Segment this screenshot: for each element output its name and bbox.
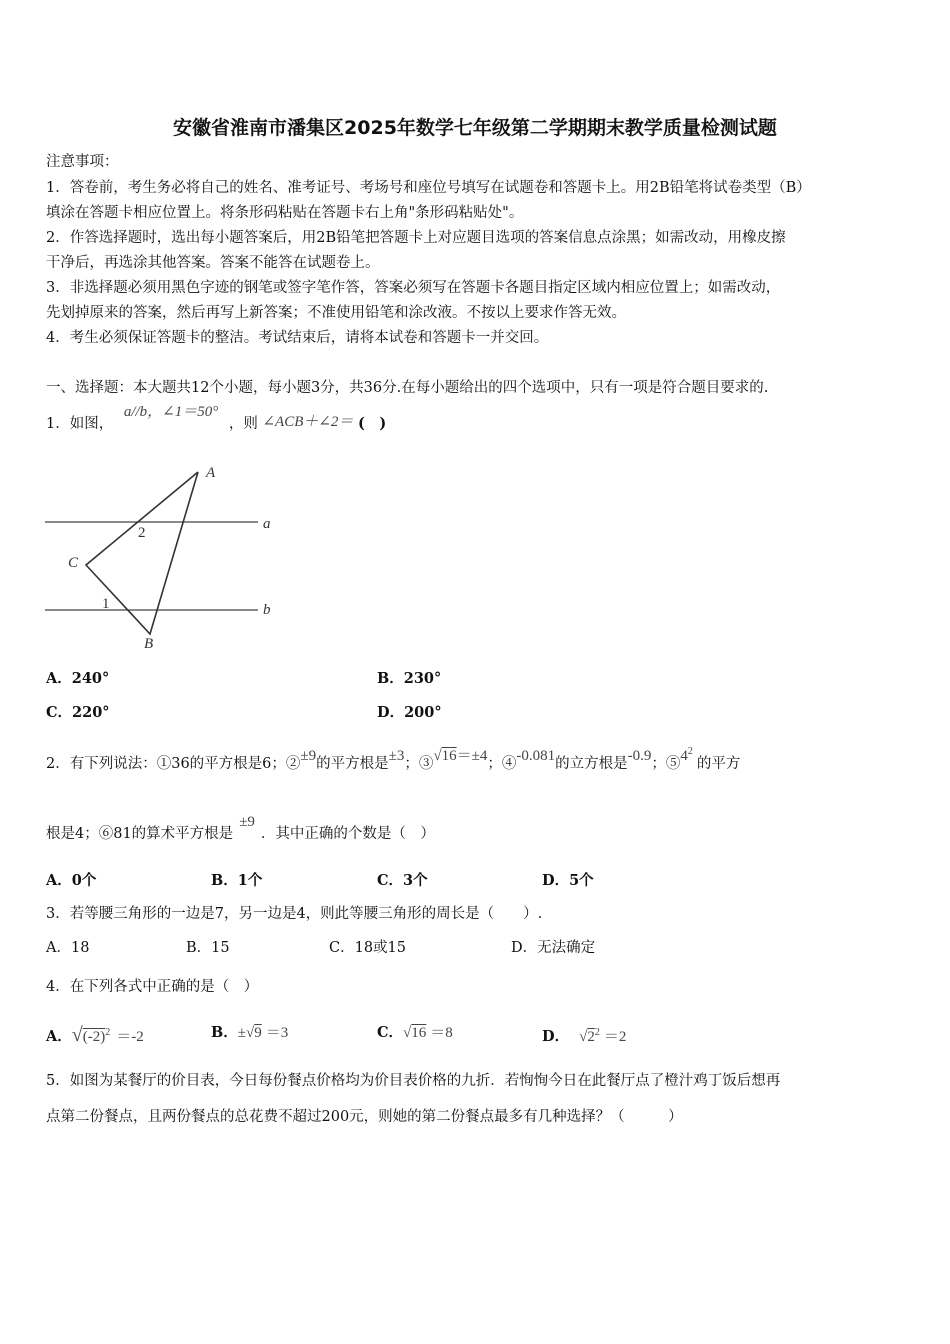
notice-line: 干净后，再选涂其他答案。答案不能答在试题卷上。 bbox=[46, 255, 380, 271]
question-2-line1: 2．有下列说法：①36的平方根是6；②±9的平方根是±3；③√16＝±4；④-0.081的立方根是-0.9；$⑤4^2$的平方 bbox=[46, 746, 741, 772]
q4-option-d[interactable]: D． $√2^2 =2$ bbox=[542, 1027, 627, 1045]
question-1 bbox=[46, 404, 387, 434]
question-2-line2: 根是4；⑥81的算术平方根是±9．其中正确的个数是（ ） bbox=[46, 814, 435, 842]
q1-expression: ∠ACB＋∠2＝ bbox=[262, 414, 354, 430]
q1-option-d[interactable]: D．200° bbox=[377, 704, 442, 721]
q2-option-c[interactable]: C．3个 bbox=[377, 872, 428, 889]
q3-option-d[interactable]: D．无法确定 bbox=[511, 940, 596, 956]
label-B: B bbox=[144, 636, 154, 652]
label-line-a: a bbox=[263, 516, 271, 532]
q4-option-b[interactable]: B．±√9 ＝3 bbox=[211, 1024, 289, 1041]
q4-option-c[interactable]: C．√16 ＝8 bbox=[377, 1024, 453, 1041]
question-4: 4．在下列各式中正确的是（ ） bbox=[46, 979, 259, 995]
q1-option-a[interactable]: A．240° bbox=[46, 670, 110, 687]
notice-line: 2．作答选择题时，选出每小题答案后，用2B铅笔把答题卡上对应题目选项的答案信息点涂黑；如需改动，用橡皮擦 bbox=[46, 230, 786, 246]
q1-prefix: 1．如图， bbox=[46, 416, 114, 432]
q3-option-b[interactable]: B．15 bbox=[186, 940, 230, 956]
q1-condition: a//b，∠1＝50° bbox=[123, 404, 219, 420]
section-heading: 一、选择题：本大题共12个小题，每小题3分，共36分.在每小题给出的四个选项中，只有一项是符合题目要求的. bbox=[46, 380, 769, 396]
label-angle-2: 2 bbox=[138, 525, 146, 541]
notice-line: 先划掉原来的答案，然后再写上新答案；不准使用铅笔和涂改液。不按以上要求作答无效。 bbox=[46, 305, 626, 321]
question-3: 3．若等腰三角形的一边是7，另一边是4，则此等腰三角形的周长是（ ）. bbox=[46, 906, 543, 922]
q2-option-a[interactable]: A．0个 bbox=[46, 872, 97, 889]
q1-paren: ( ) bbox=[358, 415, 387, 432]
q2-option-d[interactable]: D．5个 bbox=[542, 872, 594, 889]
q1-mid: ，则 bbox=[228, 416, 258, 432]
label-A: A bbox=[206, 465, 216, 481]
notice-line: 3．非选择题必须用黑色字迹的钢笔或签字笔作答，答案必须写在答题卡各题目指定区域内相应位置上；如需改动， bbox=[46, 280, 781, 296]
q1-option-c[interactable]: C．220° bbox=[46, 704, 110, 721]
notice-line: 填涂在答题卡相应位置上。将条形码粘贴在答题卡右上角"条形码粘贴处"。 bbox=[46, 205, 524, 221]
q4-option-a[interactable]: A．$√(-2)^2 =-2$ bbox=[46, 1023, 144, 1046]
q3-option-a[interactable]: A．18 bbox=[46, 940, 90, 956]
q3-option-c[interactable]: C．18或15 bbox=[329, 940, 406, 956]
notice-heading: 注意事项： bbox=[46, 154, 119, 170]
notice-line: 4．考生必须保证答题卡的整洁。考试结束后，请将本试卷和答题卡一并交回。 bbox=[46, 330, 549, 346]
question-5-line1: 5．如图为某餐厅的价目表，今日每份餐点价格均为价目表价格的九折．若恂恂今日在此餐厅点了橙汁鸡丁饭后想再 bbox=[46, 1073, 781, 1089]
q2-option-b[interactable]: B．1个 bbox=[211, 872, 263, 889]
page-title: 安徽省淮南市潘集区2025年数学七年级第二学期期末教学质量检测试题 bbox=[173, 117, 777, 139]
label-line-b: b bbox=[263, 602, 271, 618]
q1-figure bbox=[40, 455, 290, 655]
q1-option-b[interactable]: B．230° bbox=[377, 670, 442, 687]
notice-line: 1．答卷前，考生务必将自己的姓名、准考证号、考场号和座位号填写在试题卷和答题卡上。用2B铅笔将试卷类型（B） bbox=[46, 180, 811, 196]
question-5-line2: 点第二份餐点，且两份餐点的总花费不超过200元，则她的第二份餐点最多有几种选择？（ ） bbox=[46, 1109, 683, 1125]
label-C: C bbox=[68, 555, 79, 571]
label-angle-1: 1 bbox=[102, 596, 110, 612]
